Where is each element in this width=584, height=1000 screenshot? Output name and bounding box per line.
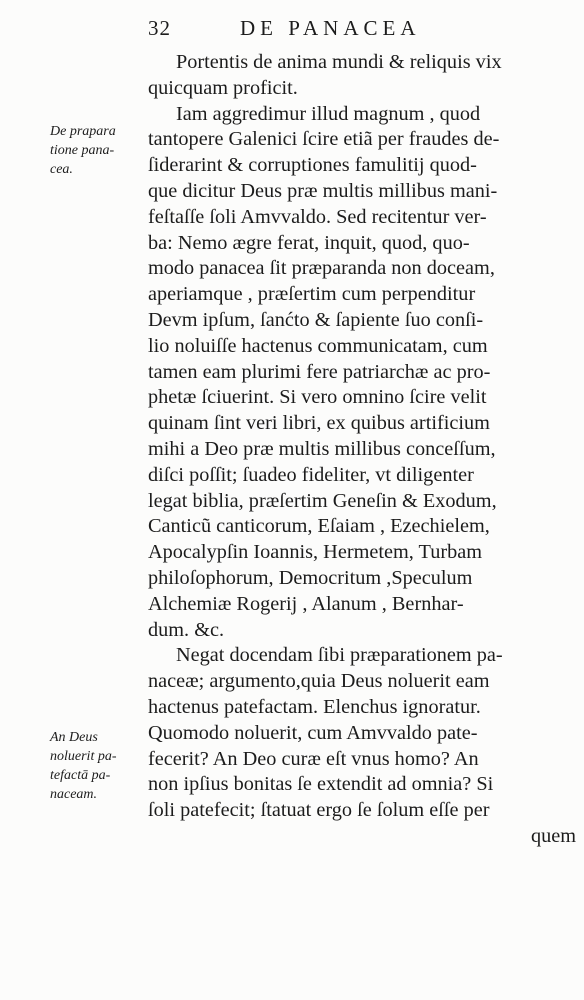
text-line: que dicitur Deus præ multis millibus mani- bbox=[148, 179, 498, 202]
catchword: quem bbox=[530, 824, 576, 847]
text-line: modo panacea ſit præparanda non doceam, bbox=[148, 257, 495, 280]
margin-note-line: cea. bbox=[50, 162, 73, 177]
page-number: 32 bbox=[148, 16, 171, 40]
text-line: tamen eam plurimi fere patriarchæ ac pro- bbox=[148, 360, 491, 383]
text-line: ſiderarint & corruptiones famulitij quod- bbox=[148, 154, 477, 177]
text-line: Devm ipſum, ſanćto & ſapiente ſuo conſi- bbox=[148, 308, 484, 331]
text-line: ſoli patefecit; ſtatuat ergo ſe ſolum eſſe per bbox=[148, 799, 490, 822]
text-line: quicquam proficit. bbox=[148, 76, 298, 99]
margin-note-line: noluerit pa- bbox=[50, 749, 117, 764]
margin-note-line: naceam. bbox=[50, 787, 98, 802]
text-line: phetæ ſciuerint. Si vero omnino ſcire velit bbox=[148, 386, 487, 409]
text-line: Quomodo noluerit, cum Amvvaldo pate- bbox=[148, 721, 478, 744]
text-line: aperiamque , præſertim cum perpenditur bbox=[148, 283, 476, 306]
text-line: fecerit? An Deo curæ eſt vnus homo? An bbox=[148, 747, 479, 770]
text-line: naceæ; argumento,quia Deus noluerit eam bbox=[148, 670, 490, 693]
text-line: Portentis de anima mundi & reliquis vix bbox=[176, 51, 502, 73]
text-line: tantopere Galenici ſcire etiã per fraudes de- bbox=[148, 128, 500, 151]
text-line: Negat docendam ſibi præparationem pa- bbox=[176, 644, 503, 667]
text-line: non ipſius bonitas ſe extendit ad omnia? Si bbox=[148, 773, 494, 796]
text-line: mihi a Deo præ multis millibus conceſſum, bbox=[148, 437, 496, 460]
text-line: Canticũ canticorum, Eſaiam , Ezechielem, bbox=[148, 515, 490, 538]
text-line: Iam aggredimur illud magnum , quod bbox=[176, 102, 481, 125]
text-line: feſtaſſe ſoli Amvvaldo. Sed recitentur ver- bbox=[148, 205, 487, 228]
margin-note-line: An Deus bbox=[50, 730, 98, 745]
text-line: diſci poſſit; ſuadeo fideliter, vt diligenter bbox=[148, 463, 474, 486]
text-line: quinam ſint veri libri, ex quibus artificium bbox=[148, 412, 490, 435]
body-text bbox=[148, 50, 582, 850]
text-line: Alchemiæ Rogerij , Alanum , Bernhar- bbox=[148, 592, 464, 615]
text-line: hactenus patefactam. Elenchus ignoratur. bbox=[148, 695, 481, 718]
running-title: DE PANACEA bbox=[240, 16, 421, 40]
margin-note-line: tefactā pa- bbox=[50, 768, 111, 783]
text-line: lio noluiſſe hactenus communicatam, cum bbox=[148, 334, 488, 357]
page-header bbox=[0, 10, 584, 44]
text-line: Apocalypſin Ioannis, Hermetem, Turbam bbox=[148, 541, 483, 564]
text-line: philoſophorum, Democritum ,Speculum bbox=[148, 566, 473, 589]
text-line: legat biblia, præſertim Geneſin & Exodum, bbox=[148, 489, 497, 512]
text-line: dum. &c. bbox=[148, 618, 225, 641]
margin-note-revelation bbox=[50, 728, 145, 804]
margin-note-preparation bbox=[50, 122, 145, 179]
margin-note-line: De prapara bbox=[50, 124, 116, 139]
margin-note-line: tione pana- bbox=[50, 143, 115, 158]
text-line: ba: Nemo ægre ferat, inquit, quod, quo- bbox=[148, 231, 470, 254]
